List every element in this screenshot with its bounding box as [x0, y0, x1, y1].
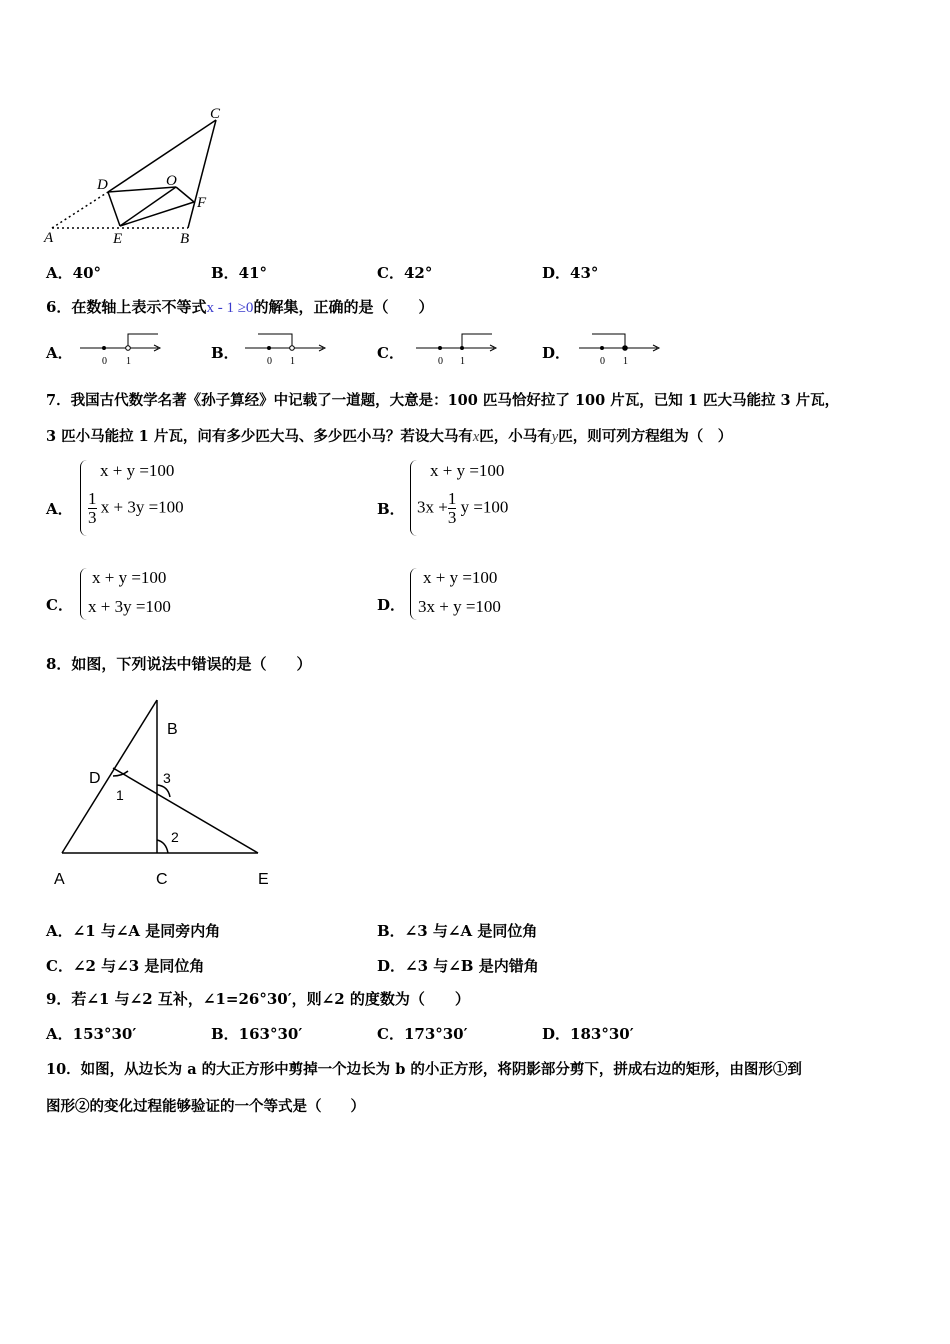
q6-numberline-d	[577, 330, 667, 370]
q7-line1: 7．我国古代数学名著《孙子算经》中记载了一道题，大意是：100 匹马恰好拉了 100 片瓦，已知 1 匹大马能拉 3 片瓦，	[46, 392, 840, 409]
var-y: y	[551, 429, 559, 445]
label-C: C	[156, 871, 168, 888]
label-B: B	[167, 721, 178, 738]
q7-c-eq2: x + 3y =100	[88, 597, 171, 616]
q5-option-d[interactable]: D．43°	[542, 264, 599, 282]
q7-d-eq2: 3x + y =100	[418, 597, 501, 616]
q8-option-b[interactable]: B．∠3 与∠A 是同位角	[377, 922, 538, 940]
q7-d-eq1: x + y =100	[423, 568, 498, 587]
q7-b-eq1: x + y =100	[430, 461, 505, 480]
label-A: A	[44, 230, 54, 246]
q7-option-c[interactable]: C．	[46, 596, 73, 614]
q6-suffix: 的解集，正确的是（ ）	[253, 298, 434, 316]
q6-inequality: x - 1 ≥0	[206, 300, 254, 316]
q6-numberline-c	[414, 330, 504, 370]
tick-1: 1	[460, 356, 465, 367]
q5-option-c[interactable]: C．42°	[377, 264, 433, 282]
q9-option-c[interactable]: C．173°30′	[377, 1025, 468, 1043]
tick-0: 0	[267, 356, 272, 367]
var-x: x	[472, 429, 480, 445]
q6-option-c[interactable]: C．	[377, 344, 404, 362]
q9-option-b[interactable]: B．163°30′	[211, 1025, 303, 1043]
angle-1: 1	[116, 787, 124, 803]
tick-0: 0	[600, 356, 605, 367]
q8-option-d[interactable]: D．∠3 与∠B 是内错角	[377, 957, 539, 975]
q7-b-eq2b: y =100	[460, 497, 509, 517]
brace	[410, 568, 417, 620]
tick-0: 0	[102, 356, 107, 367]
tick-0: 0	[438, 356, 443, 367]
label-F: F	[197, 195, 207, 211]
q7-b-eq2	[417, 490, 508, 527]
q7-c-eq1: x + y =100	[92, 568, 167, 587]
label-A: A	[54, 871, 65, 888]
brace	[410, 460, 417, 536]
q5-option-a[interactable]: A．40°	[46, 264, 102, 282]
q7-b-eq2a: 3x +	[417, 497, 448, 517]
label-E: E	[258, 871, 269, 888]
q6-option-b[interactable]: B．	[211, 344, 239, 362]
q7-option-b[interactable]: B．	[377, 500, 405, 518]
numerator: 1	[447, 489, 457, 508]
label-C: C	[210, 106, 221, 122]
q8-option-a[interactable]: A．∠1 与∠A 是同旁内角	[46, 922, 221, 940]
q7-line2a: 3 匹小马能拉 1 片瓦，问有多少匹大马、多少匹小马？若设大马有	[46, 428, 473, 445]
q8-option-c[interactable]: C．∠2 与∠3 是同位角	[46, 957, 205, 975]
q8-figure	[0, 0, 300, 900]
q10-line2: 图形②的变化过程能够验证的一个等式是（ ）	[46, 1098, 365, 1115]
q7-a-eq1: x + y =100	[100, 461, 175, 480]
tick-1: 1	[623, 356, 628, 367]
q6-option-d[interactable]: D．	[542, 344, 571, 362]
q7-line2b: 匹，小马有	[479, 428, 552, 445]
q7-option-a[interactable]: A．	[46, 500, 73, 518]
tick-1: 1	[290, 356, 295, 367]
q7-line2c: 匹，则可列方程组为（ ）	[558, 428, 733, 445]
q9-option-a[interactable]: A．153°30′	[46, 1025, 137, 1043]
q5-option-b[interactable]: B．41°	[211, 264, 268, 282]
label-D: D	[97, 177, 108, 193]
q8-stem: 8．如图，下列说法中错误的是（ ）	[46, 655, 312, 673]
q7-a-eq2b: x + 3y =100	[100, 497, 184, 517]
denominator: 3	[447, 508, 457, 527]
tick-1: 1	[126, 356, 131, 367]
angle-2: 2	[171, 829, 179, 845]
label-O: O	[166, 173, 177, 189]
numerator: 1	[88, 489, 97, 508]
q9-option-d[interactable]: D．183°30′	[542, 1025, 634, 1043]
q6-option-a[interactable]: A．	[46, 344, 73, 362]
denominator: 3	[88, 508, 97, 527]
q7-option-d[interactable]: D．	[377, 596, 406, 614]
label-E: E	[113, 231, 123, 247]
label-B: B	[180, 231, 190, 247]
angle-3: 3	[163, 770, 171, 786]
label-D: D	[89, 770, 101, 787]
q9-stem: 9．若∠1 与∠2 互补，∠1=26°30′，则∠2 的度数为（ ）	[46, 990, 470, 1008]
q6-prefix: 6．在数轴上表示不等式	[46, 298, 207, 316]
q10-line1: 10．如图，从边长为 a 的大正方形中剪掉一个边长为 b 的小正方形，将阴影部分剪下，拼成右边的矩形，由图形①到	[46, 1061, 802, 1078]
